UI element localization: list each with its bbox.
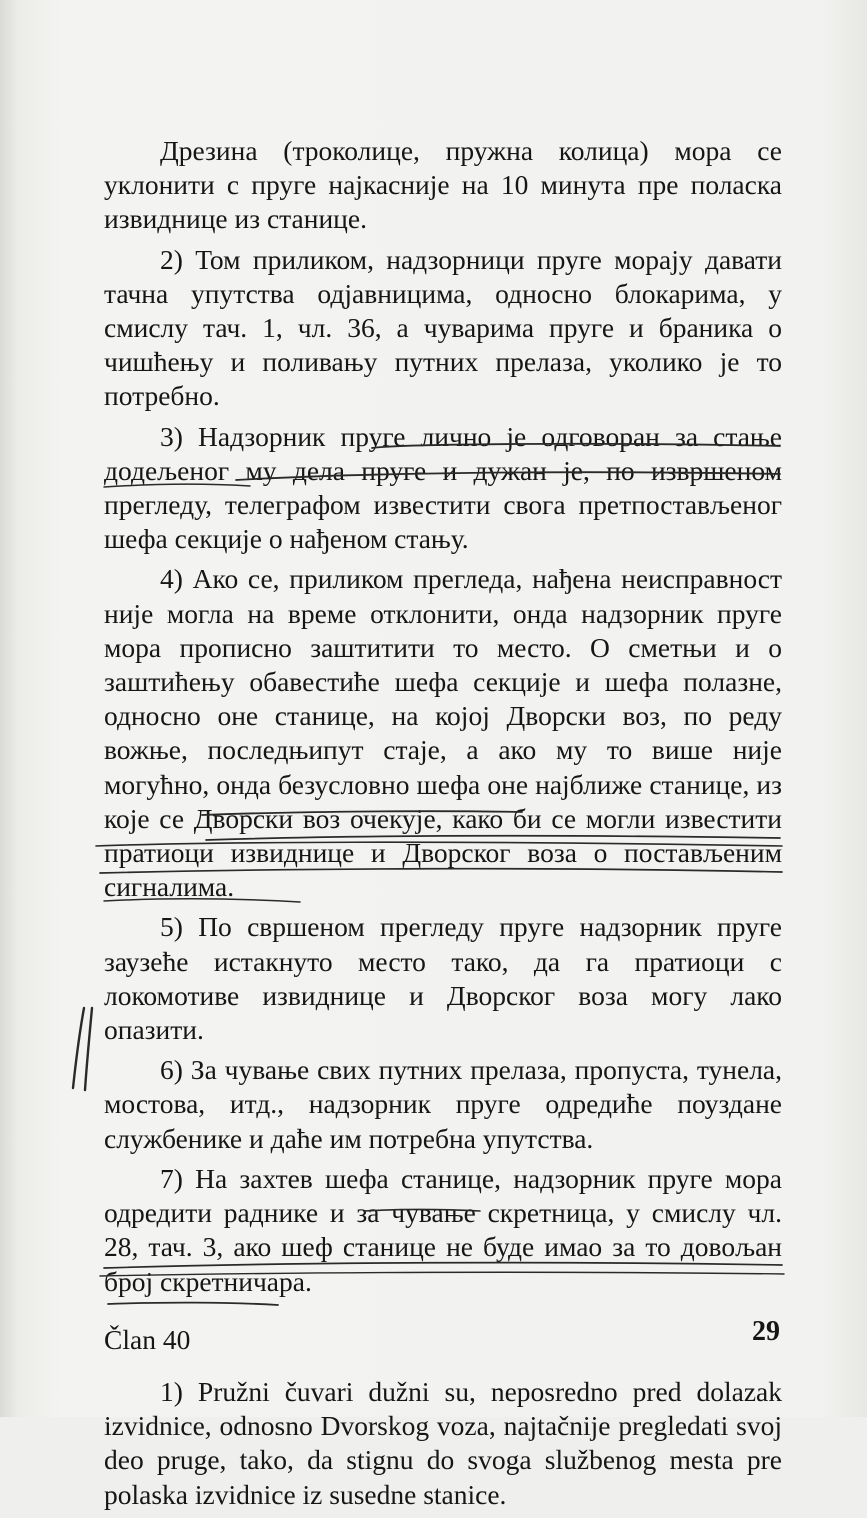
paragraph-4: 4) Ако се, приликом прегледа, нађена неисправност није могла на време отклонити, онда надзорник пруге мора прописно заштитити то место. О сметњи и о заштићењу обавестиће шефа секције и шефа полазне, односно оне станице, на којој Дворски воз, по реду вожње, последњипут стаје, а ако му то више није могућно, онда безусловно шефа оне најближе станице, из које се Дворски воз очекује, како би се могли известити пратиоци извиднице и Дворског воза о постављеним сигналима.: [104, 563, 782, 903]
paragraph-3: 3) Надзорник пруге лично је одговоран за стање додељеног му дела пруге и дужан је, по извршеном прегледу, телеграфом известити свога претпостављеног шефа секције о нађеном стању.: [104, 420, 782, 555]
article-heading: Član 40: [104, 1323, 191, 1355]
pen-underline: [206, 836, 780, 840]
page-number: 29: [752, 1316, 780, 1347]
pen-underline: [104, 484, 250, 487]
pen-underline: [96, 842, 782, 846]
paragraph-2: 2) Том приликом, надзорници пруге морају давати тачна упутства одјавницима, односно блокарима, у смислу тач. 1, чл. 36, а чуварима пруге и браника о чишћењу и поливању путних прелаза, уколико је то потребно.: [104, 243, 782, 412]
pen-underline: [100, 1272, 784, 1276]
pen-underline: [100, 869, 782, 873]
pen-underline: [104, 1263, 782, 1268]
pen-underline: [202, 811, 522, 815]
pen-underline: [372, 444, 780, 448]
paragraph-6: 6) За чување свих путних прелаза, пропуста, тунела, мостова, итд., надзорник пруге одредиће поуздане службенике и даће им потребна упутства.: [104, 1054, 782, 1154]
pen-underline: [108, 1303, 278, 1305]
margin-mark: [73, 1008, 84, 1088]
paragraph-5: 5) По свршеном прегледу пруге надзорник пруге заузеће истакнуто место тако, да га пратиоци с локомотиве извиднице и Дворског воза могу лако опазити.: [104, 911, 782, 1046]
paragraph-draisine: Дрезина (троколице, пружна колица) мора се уклонити с пруге најкасније на 10 минута пре поласка извиднице из станице.: [104, 135, 782, 235]
pen-underline: [364, 1210, 480, 1212]
pen-underline: [236, 472, 780, 480]
pen-underline: [104, 899, 300, 902]
paragraph-7: 7) На захтев шефа станице, надзорник пруге мора одредити раднике и за чување скретница, у смислу чл. 28, тач. 3, ако шеф станице не буде имао за то довољан број скретничара.: [104, 1162, 782, 1297]
paragraph-40-1: 1) Pružni čuvari dužni su, neposredno pred dolazak izvidnice, odnosno Dvorskog voza, najtačnije pregledati svoj deo pruge, tako, da stignu do svoga službenog mesta pre polaska izvidnice iz susedne stanice.: [104, 1375, 782, 1510]
margin-mark: [85, 1008, 92, 1090]
